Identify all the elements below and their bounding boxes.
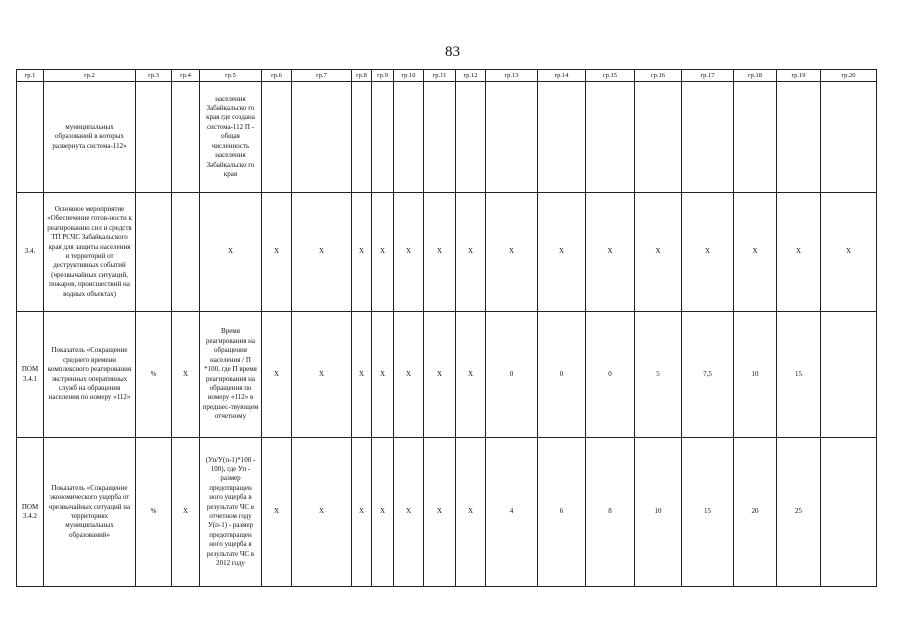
- column-header: гр.6: [262, 70, 292, 82]
- row-cell: X: [394, 438, 424, 587]
- column-header: гр.17: [682, 70, 734, 82]
- row-cell: 15: [777, 312, 821, 438]
- row-cell: [734, 82, 777, 193]
- row-formula: населения Забайкальско го края где создана система-112 П - общая численность населения Забайкальско го края: [200, 82, 262, 193]
- row-cell: [456, 82, 486, 193]
- column-header: гр.8: [352, 70, 372, 82]
- row-cell: X: [682, 193, 734, 312]
- row-code: ПОМ 3.4.1: [17, 312, 44, 438]
- row-cell: [262, 82, 292, 193]
- row-cell: X: [394, 193, 424, 312]
- row-cell: [635, 82, 682, 193]
- row-cell: X: [456, 312, 486, 438]
- column-header: гр.16: [635, 70, 682, 82]
- page-number: 83: [445, 44, 460, 60]
- row-cell: 10: [734, 312, 777, 438]
- row-cell: X: [456, 193, 486, 312]
- row-name: Основное мероприятие «Обеспечение готов-ности к реагированию сил и средств ТП РСЧС Забайкальского края для защиты населения и территорий от деструктивных событий (чрезвычайных ситуаций, пожаров, происшествий на водных объектах): [44, 193, 136, 312]
- row-cell: X: [352, 438, 372, 587]
- row-cell: [821, 312, 877, 438]
- row-cell: [172, 193, 200, 312]
- row-cell: X: [486, 193, 538, 312]
- row-code: [17, 82, 44, 193]
- indicators-table: [16, 69, 877, 587]
- row-cell: X: [424, 193, 456, 312]
- row-cell: X: [734, 193, 777, 312]
- column-header: гр.2: [44, 70, 136, 82]
- table-row: [17, 82, 877, 193]
- column-header: гр.10: [394, 70, 424, 82]
- row-cell: 0: [538, 312, 586, 438]
- row-cell: X: [292, 438, 352, 587]
- row-cell: X: [635, 193, 682, 312]
- column-header: гр.3: [136, 70, 172, 82]
- row-cell: X: [538, 193, 586, 312]
- row-cell: 25: [777, 438, 821, 587]
- row-cell: [486, 82, 538, 193]
- row-cell: [372, 82, 394, 193]
- row-cell: 15: [682, 438, 734, 587]
- row-cell: [682, 82, 734, 193]
- row-cell: X: [262, 312, 292, 438]
- row-cell: 5: [635, 312, 682, 438]
- row-cell: X: [456, 438, 486, 587]
- column-header: гр.9: [372, 70, 394, 82]
- row-name: Показатель «Сокращение экономического ущерба от чрезвычайных ситуаций на территориях муниципальных образований»: [44, 438, 136, 587]
- column-header: гр.5: [200, 70, 262, 82]
- row-cell: [821, 82, 877, 193]
- row-unit: [136, 193, 172, 312]
- row-cell: [352, 82, 372, 193]
- column-header: гр.15: [586, 70, 635, 82]
- column-header: гр.7: [292, 70, 352, 82]
- row-unit: %: [136, 312, 172, 438]
- row-cell: [538, 82, 586, 193]
- row-cell: 0: [586, 312, 635, 438]
- column-header: гр.14: [538, 70, 586, 82]
- column-header: гр.18: [734, 70, 777, 82]
- row-cell: 0: [486, 312, 538, 438]
- column-header: гр.4: [172, 70, 200, 82]
- row-cell: 20: [734, 438, 777, 587]
- row-cell: X: [777, 193, 821, 312]
- row-cell: X: [262, 438, 292, 587]
- row-formula: X: [200, 193, 262, 312]
- row-code: 3.4.: [17, 193, 44, 312]
- row-cell: 6: [538, 438, 586, 587]
- row-cell: X: [586, 193, 635, 312]
- row-cell: X: [394, 312, 424, 438]
- row-cell: [172, 82, 200, 193]
- row-cell: [424, 82, 456, 193]
- row-cell: 10: [635, 438, 682, 587]
- column-header: гр.1: [17, 70, 44, 82]
- row-cell: X: [352, 193, 372, 312]
- row-cell: X: [172, 438, 200, 587]
- row-formula: (Уп/У(п-1)*100 - 100), где Уп - размер предотвращен ного ущерба в результате ЧС в отчетном году У(п-1) - размер предотвращен ного ущерба в результате ЧС в 2012 году: [200, 438, 262, 587]
- row-cell: X: [372, 312, 394, 438]
- row-cell: [394, 82, 424, 193]
- row-cell: [586, 82, 635, 193]
- row-unit: [136, 82, 172, 193]
- row-cell: [821, 438, 877, 587]
- column-header: гр.12: [456, 70, 486, 82]
- column-header: гр.19: [777, 70, 821, 82]
- row-unit: %: [136, 438, 172, 587]
- row-name: муниципальных образований в которых развернута система-112»: [44, 82, 136, 193]
- row-cell: X: [352, 312, 372, 438]
- row-cell: X: [372, 438, 394, 587]
- row-cell: X: [821, 193, 877, 312]
- column-header: гр.13: [486, 70, 538, 82]
- column-header: гр.20: [821, 70, 877, 82]
- row-cell: X: [172, 312, 200, 438]
- table-row: [17, 438, 877, 587]
- row-cell: X: [292, 193, 352, 312]
- table-row: [17, 312, 877, 438]
- row-cell: [777, 82, 821, 193]
- row-cell: X: [262, 193, 292, 312]
- row-cell: 8: [586, 438, 635, 587]
- row-formula: Время реагирования на обращения населения / П *100, где П время реагирования на обращения по номеру «112» в предшес-твующем отчетному: [200, 312, 262, 438]
- row-name: Показатель «Сокращение среднего времени комплексного реагирования экстренных оперативных служб на обращения населения по номеру «112»: [44, 312, 136, 438]
- header-row: [17, 70, 877, 82]
- row-cell: [292, 82, 352, 193]
- row-cell: X: [424, 438, 456, 587]
- column-header: гр.11: [424, 70, 456, 82]
- row-cell: 4: [486, 438, 538, 587]
- row-code: ПОМ 3.4.2: [17, 438, 44, 587]
- row-cell: 7,5: [682, 312, 734, 438]
- table-row: [17, 193, 877, 312]
- row-cell: X: [292, 312, 352, 438]
- row-cell: X: [424, 312, 456, 438]
- row-cell: X: [372, 193, 394, 312]
